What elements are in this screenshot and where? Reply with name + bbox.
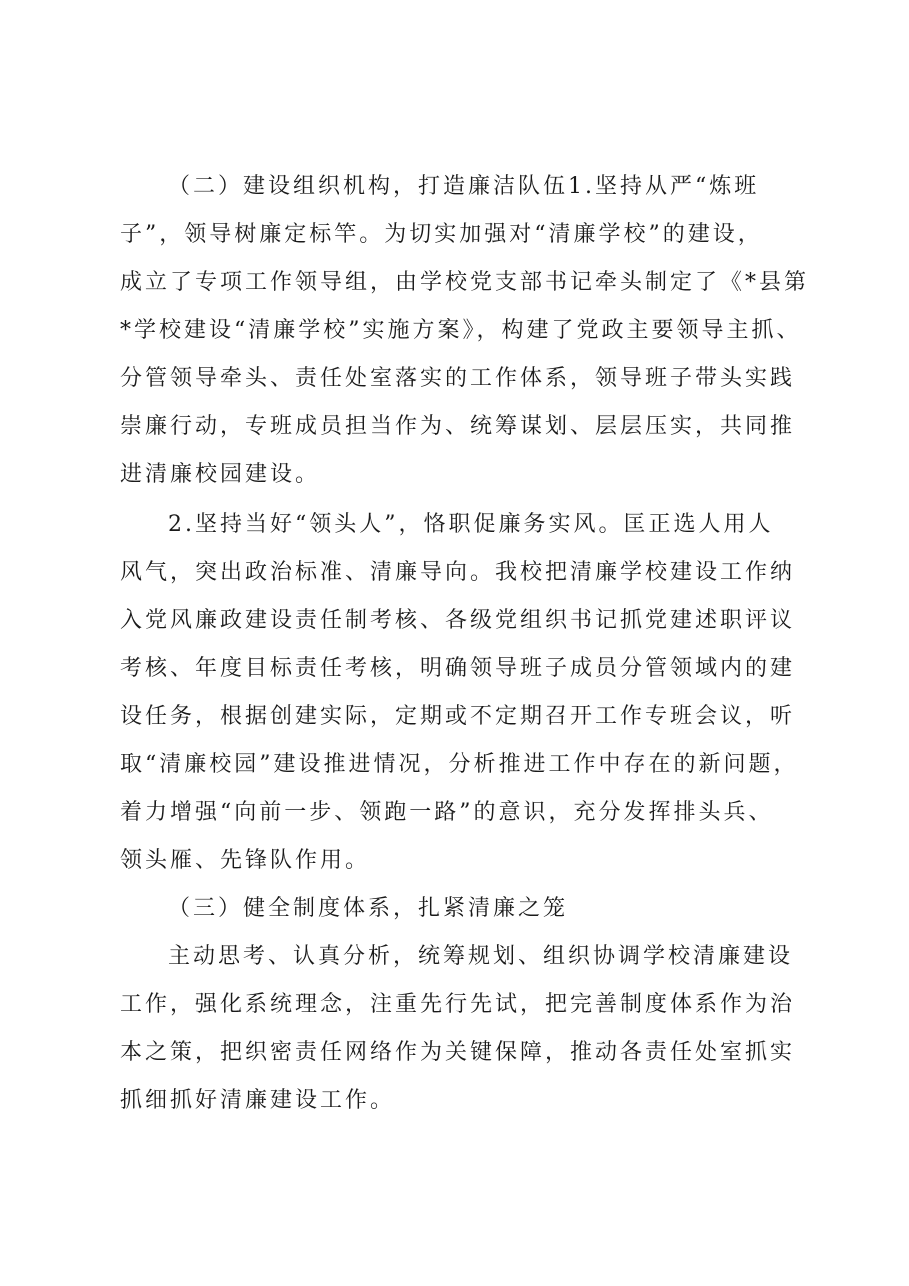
text-line: 崇廉行动，专班成员担当作为、统筹谋划、层层压实，共同推 bbox=[120, 414, 796, 439]
text-line: 本之策，把织密责任网络作为关键保障，推动各责任处室抓实 bbox=[120, 1040, 796, 1065]
text-line: 进清廉校园建设。 bbox=[120, 462, 321, 487]
text-line: 取“清廉校园”建设推进情况，分析推进工作中存在的新问题， bbox=[120, 752, 799, 777]
text-line: 工作，强化系统理念，注重先行先试，把完善制度体系作为治 bbox=[120, 992, 796, 1017]
text-line: 设任务，根据创建实际，定期或不定期召开工作专班会议，听 bbox=[120, 704, 796, 729]
text-line: 领头雁、先锋队作用。 bbox=[120, 848, 371, 873]
text-line: 着力增强“向前一步、领跑一路”的意识，充分发挥排头兵、 bbox=[120, 800, 774, 825]
text-line: 子”，领导树廉定标竿。为切实加强对“清廉学校”的建设， bbox=[120, 222, 763, 247]
text-line: *学校建设“清廉学校”实施方案》，构建了党政主要领导主抓、 bbox=[120, 318, 802, 343]
text-line: 成立了专项工作领导组，由学校党支部书记牵头制定了《*县第 bbox=[120, 270, 810, 295]
text-line: （二）建设组织机构，打造廉洁队伍1.坚持从严“炼班 bbox=[168, 174, 760, 199]
section-heading: （三）健全制度体系，扎紧清廉之笼 bbox=[168, 896, 569, 921]
text-line: 主动思考、认真分析，统筹规划、组织协调学校清廉建设 bbox=[168, 944, 794, 969]
text-line: 风气，突出政治标准、清廉导向。我校把清廉学校建设工作纳 bbox=[120, 560, 796, 585]
text-line: 分管领导牵头、责任处室落实的工作体系，领导班子带头实践 bbox=[120, 366, 796, 391]
text-line: 抓细抓好清廉建设工作。 bbox=[120, 1088, 396, 1113]
text-line: 入党风廉政建设责任制考核、各级党组织书记抓党建述职评议 bbox=[120, 608, 796, 633]
text-line: 2.坚持当好“领头人”，恪职促廉务实风。匡正选人用人 bbox=[168, 512, 774, 537]
text-line: 考核、年度目标责任考核，明确领导班子成员分管领域内的建 bbox=[120, 656, 796, 681]
